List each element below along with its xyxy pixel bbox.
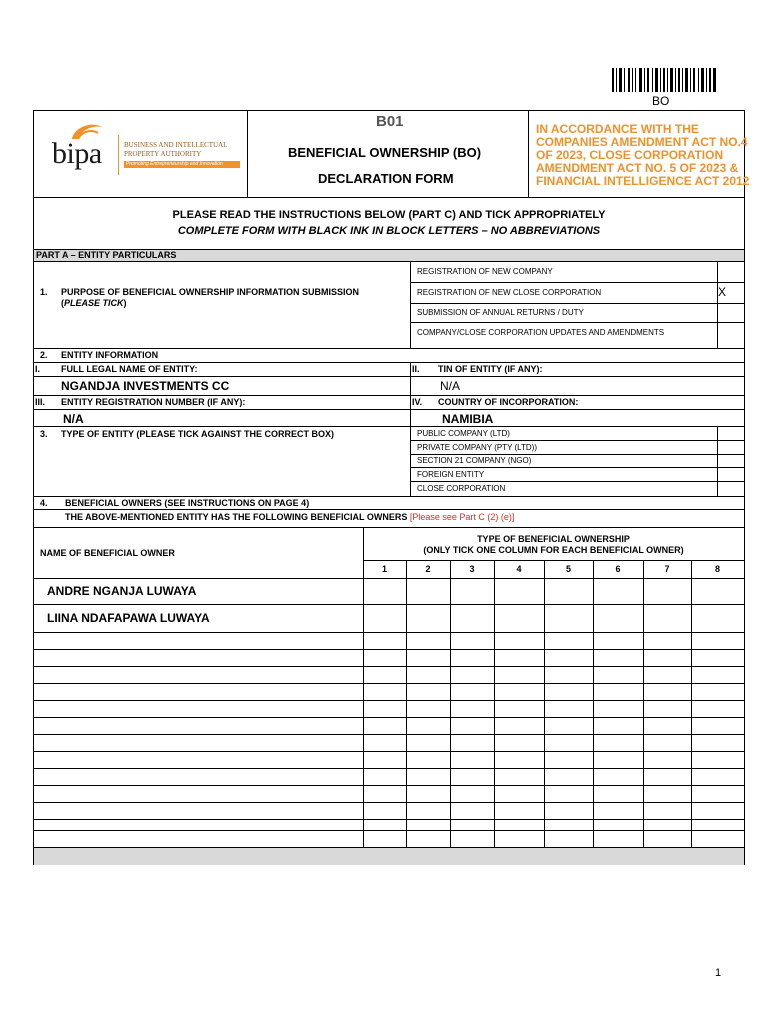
ownership-tick-cell[interactable] <box>692 650 744 666</box>
ownership-tick-cell[interactable] <box>495 633 544 649</box>
purpose-sublabel <box>61 298 127 308</box>
ownership-tick-cell[interactable] <box>594 820 643 830</box>
ownership-tick-cell[interactable] <box>407 752 450 768</box>
purpose-option-1: REGISTRATION OF NEW COMPANY <box>417 267 553 276</box>
ownership-tick-cell[interactable] <box>451 786 494 802</box>
purpose-option-2: REGISTRATION OF NEW CLOSE CORPORATION <box>417 288 602 297</box>
ownership-column-6: 6 <box>615 564 621 574</box>
ownership-tick-cell[interactable] <box>644 735 691 751</box>
ownership-tick-cell[interactable] <box>407 735 450 751</box>
purpose-tick-box-4[interactable] <box>718 323 744 348</box>
ownership-tick-cell[interactable] <box>545 667 593 683</box>
part-a-heading: PART A – ENTITY PARTICULARS <box>36 250 177 260</box>
ownership-tick-cell[interactable] <box>692 718 744 734</box>
ownership-tick-cell[interactable] <box>644 786 691 802</box>
ownership-tick-cell[interactable] <box>495 803 544 819</box>
ownership-tick-cell[interactable] <box>407 605 450 632</box>
form-body <box>33 197 745 865</box>
purpose-number: 1. <box>40 287 48 297</box>
ownership-tick-cell[interactable] <box>407 831 450 847</box>
entity-tin-field[interactable]: N/A <box>440 379 461 393</box>
ownership-tick-cell[interactable] <box>407 803 450 819</box>
ownership-tick-cell[interactable] <box>364 769 406 785</box>
entity-i-label: FULL LEGAL NAME OF ENTITY: <box>61 364 198 374</box>
ownership-tick-cell[interactable] <box>495 718 544 734</box>
legal-line-1: IN ACCORDANCE WITH THE <box>536 122 699 136</box>
ownership-tick-cell[interactable] <box>364 605 406 632</box>
ownership-tick-cell[interactable] <box>407 820 450 830</box>
ownership-tick-cell[interactable] <box>594 605 643 632</box>
ownership-tick-cell[interactable] <box>545 718 593 734</box>
entity-type-option-2: PRIVATE COMPANY (PTY (LTD)) <box>417 443 538 452</box>
ownership-tick-cell[interactable] <box>692 803 744 819</box>
ownership-tick-cell[interactable] <box>364 752 406 768</box>
ownership-tick-cell[interactable] <box>407 786 450 802</box>
ownership-tick-cell[interactable] <box>451 718 494 734</box>
ownership-tick-cell[interactable] <box>644 667 691 683</box>
ownership-tick-cell[interactable] <box>692 701 744 717</box>
ownership-tick-cell[interactable] <box>451 633 494 649</box>
purpose-option-4: COMPANY/CLOSE CORPORATION UPDATES AND AMENDMENTS <box>417 328 665 337</box>
purpose-label: PURPOSE OF BENEFICIAL OWNERSHIP INFORMATION SUBMISSION <box>61 287 360 297</box>
ownership-tick-cell[interactable] <box>495 579 544 604</box>
ownership-column-2: 2 <box>425 564 431 574</box>
entity-type-number: 3. <box>40 429 48 439</box>
logo-line-1: BUSINESS AND INTELLECTUAL <box>124 141 228 149</box>
logo-line-2: PROPERTY AUTHORITY <box>124 150 202 158</box>
ownership-tick-cell[interactable] <box>594 803 643 819</box>
ownership-tick-cell[interactable] <box>364 735 406 751</box>
ownership-tick-cell[interactable] <box>644 831 691 847</box>
ownership-tick-cell[interactable] <box>545 803 593 819</box>
entity-type-tick-2[interactable] <box>718 441 744 454</box>
ownership-column-8: 8 <box>714 564 720 574</box>
ownership-tick-cell[interactable] <box>364 701 406 717</box>
entity-info-label: ENTITY INFORMATION <box>61 350 159 360</box>
ownership-tick-cell[interactable] <box>692 752 744 768</box>
ownership-tick-cell[interactable] <box>451 701 494 717</box>
entity-type-option-1: PUBLIC COMPANY (LTD) <box>417 429 510 438</box>
ownership-tick-cell[interactable] <box>692 667 744 683</box>
ownership-tick-cell[interactable] <box>594 667 643 683</box>
ownership-column-3: 3 <box>469 564 475 574</box>
ownership-tick-cell[interactable] <box>364 786 406 802</box>
ownership-column-1: 1 <box>381 564 387 574</box>
ownership-tick-cell[interactable] <box>644 752 691 768</box>
entity-country-field[interactable]: NAMIBIA <box>442 412 494 426</box>
ownership-tick-cell[interactable] <box>692 769 744 785</box>
purpose-tick-box-1[interactable] <box>718 262 744 282</box>
ownership-tick-cell[interactable] <box>495 831 544 847</box>
ownership-column-4: 4 <box>516 564 522 574</box>
instructions-line-1: PLEASE READ THE INSTRUCTIONS BELOW (PART C) AND TICK APPROPRIATELY <box>172 209 606 221</box>
ownership-tick-cell[interactable] <box>364 820 406 830</box>
entity-type-option-5: CLOSE CORPORATION <box>417 484 506 493</box>
ownership-tick-cell[interactable] <box>407 667 450 683</box>
ownership-type-header-1: TYPE OF BENEFICIAL OWNERSHIP <box>477 534 630 544</box>
ownership-tick-cell[interactable] <box>495 650 544 666</box>
ownership-tick-cell[interactable] <box>594 786 643 802</box>
ownership-tick-cell[interactable] <box>545 605 593 632</box>
ownership-tick-cell[interactable] <box>644 718 691 734</box>
owner-name-field[interactable]: ANDRE NGANJA LUWAYA <box>47 584 197 598</box>
ownership-tick-cell[interactable] <box>495 684 544 700</box>
ownership-tick-cell[interactable] <box>545 752 593 768</box>
ownership-tick-cell[interactable] <box>594 718 643 734</box>
ownership-tick-cell[interactable] <box>545 735 593 751</box>
ownership-tick-cell[interactable] <box>594 650 643 666</box>
ownership-tick-cell[interactable] <box>364 718 406 734</box>
page-number: 1 <box>715 967 722 979</box>
entity-iv-label: COUNTRY OF INCORPORATION: <box>438 397 579 407</box>
ownership-tick-cell[interactable] <box>451 769 494 785</box>
barcode-text: BO <box>652 94 670 108</box>
ownership-tick-cell[interactable] <box>407 633 450 649</box>
ownership-tick-cell[interactable] <box>692 831 744 847</box>
ownership-tick-cell[interactable] <box>451 831 494 847</box>
ownership-tick-cell[interactable] <box>644 701 691 717</box>
ownership-tick-cell[interactable] <box>364 650 406 666</box>
ownership-tick-cell[interactable] <box>594 579 643 604</box>
ownership-tick-cell[interactable] <box>594 831 643 847</box>
legal-line-2: COMPANIES AMENDMENT ACT NO.4 <box>536 135 748 149</box>
ownership-tick-cell[interactable] <box>545 831 593 847</box>
ownership-tick-cell[interactable] <box>644 803 691 819</box>
entity-ii-label: TIN OF ENTITY (IF ANY): <box>438 364 543 374</box>
ownership-tick-cell[interactable] <box>451 650 494 666</box>
ownership-tick-cell[interactable] <box>451 605 494 632</box>
ownership-tick-cell[interactable] <box>495 667 544 683</box>
instructions-line-2: COMPLETE FORM WITH BLACK INK IN BLOCK LETTERS – NO ABBREVIATIONS <box>177 225 601 237</box>
ownership-tick-cell[interactable] <box>407 769 450 785</box>
ownership-tick-cell[interactable] <box>364 579 406 604</box>
ownership-tick-cell[interactable] <box>594 752 643 768</box>
entity-type-tick-4[interactable] <box>718 468 744 481</box>
owner-name-header: NAME OF BENEFICIAL OWNER <box>40 548 175 558</box>
purpose-sublabel-open: ( <box>61 298 64 308</box>
ownership-tick-cell[interactable] <box>594 769 643 785</box>
ownership-tick-cell[interactable] <box>407 718 450 734</box>
legal-line-3: OF 2023, CLOSE CORPORATION <box>536 148 724 162</box>
ownership-tick-cell[interactable] <box>692 786 744 802</box>
bipa-logo <box>48 121 244 187</box>
ownership-tick-cell[interactable] <box>594 684 643 700</box>
purpose-sublabel-close: ) <box>123 298 127 308</box>
ownership-tick-cell[interactable] <box>545 820 593 830</box>
entity-type-tick-5[interactable] <box>718 482 744 496</box>
ownership-tick-cell[interactable] <box>451 579 494 604</box>
ownership-tick-cell[interactable] <box>407 579 450 604</box>
entity-info-number: 2. <box>40 350 48 360</box>
entity-ii-number: II. <box>412 364 420 374</box>
entity-iii-number: III. <box>35 397 46 407</box>
ownership-tick-cell[interactable] <box>495 701 544 717</box>
legal-line-5: FINANCIAL INTELLIGENCE ACT 2012 <box>536 174 750 188</box>
ownership-tick-cell[interactable] <box>451 667 494 683</box>
ownership-tick-cell[interactable] <box>451 803 494 819</box>
ownership-tick-cell[interactable] <box>495 769 544 785</box>
ownership-tick-cell[interactable] <box>407 650 450 666</box>
ownership-tick-cell[interactable] <box>495 820 544 830</box>
owners-footer-band <box>34 847 744 865</box>
ownership-tick-cell[interactable] <box>545 684 593 700</box>
owners-number: 4. <box>40 498 48 508</box>
ownership-tick-cell[interactable] <box>545 769 593 785</box>
ownership-tick-cell[interactable] <box>545 633 593 649</box>
entity-registration-field[interactable]: N/A <box>63 412 84 426</box>
entity-i-number: I. <box>35 364 41 374</box>
ownership-tick-cell[interactable] <box>692 735 744 751</box>
form-code: B01 <box>376 113 404 130</box>
ownership-tick-cell[interactable] <box>692 579 744 604</box>
ownership-tick-cell[interactable] <box>495 752 544 768</box>
owners-subline-text: THE ABOVE-MENTIONED ENTITY HAS THE FOLLOWING BENEFICIAL OWNERS <box>65 512 410 522</box>
ownership-tick-cell[interactable] <box>407 684 450 700</box>
ownership-tick-cell[interactable] <box>692 820 744 830</box>
owners-label: BENEFICIAL OWNERS (SEE INSTRUCTIONS ON PAGE 4) <box>65 498 310 508</box>
purpose-tick-box-3[interactable] <box>718 304 744 322</box>
form-title-line-1: BENEFICIAL OWNERSHIP (BO) <box>288 145 482 160</box>
ownership-tick-cell[interactable] <box>644 633 691 649</box>
ownership-tick-cell[interactable] <box>451 684 494 700</box>
ownership-tick-cell[interactable] <box>364 684 406 700</box>
purpose-tick-mark-2: X <box>718 285 727 299</box>
owners-subline <box>65 512 514 522</box>
logo-word: bipa <box>52 137 102 170</box>
purpose-sublabel-italic: PLEASE TICK <box>64 298 124 308</box>
ownership-tick-cell[interactable] <box>495 735 544 751</box>
purpose-option-3: SUBMISSION OF ANNUAL RETURNS / DUTY <box>417 308 584 317</box>
ownership-tick-cell[interactable] <box>644 605 691 632</box>
ownership-tick-cell[interactable] <box>545 786 593 802</box>
entity-name-field[interactable]: NGANDJA INVESTMENTS CC <box>61 379 230 393</box>
ownership-tick-cell[interactable] <box>644 769 691 785</box>
ownership-tick-cell[interactable] <box>364 831 406 847</box>
ownership-tick-cell[interactable] <box>364 803 406 819</box>
ownership-tick-cell[interactable] <box>692 605 744 632</box>
owners-subline-reference: [Please see Part C (2) (e)] <box>409 512 515 522</box>
ownership-column-7: 7 <box>664 564 670 574</box>
ownership-tick-cell[interactable] <box>644 684 691 700</box>
entity-type-tick-3[interactable] <box>718 455 744 467</box>
ownership-tick-cell[interactable] <box>545 650 593 666</box>
barcode <box>612 68 716 92</box>
ownership-tick-cell[interactable] <box>644 820 691 830</box>
ownership-tick-cell[interactable] <box>545 579 593 604</box>
ownership-tick-cell[interactable] <box>451 735 494 751</box>
ownership-tick-cell[interactable] <box>451 820 494 830</box>
ownership-tick-cell[interactable] <box>451 752 494 768</box>
entity-type-tick-1[interactable] <box>718 427 744 440</box>
purpose-tick-box-2[interactable] <box>718 283 744 303</box>
ownership-type-header-2: (ONLY TICK ONE COLUMN FOR EACH BENEFICIAL OWNER) <box>423 545 684 555</box>
ownership-column-5: 5 <box>565 564 571 574</box>
entity-type-option-3: SECTION 21 COMPANY (NGO) <box>417 456 532 465</box>
ownership-tick-cell[interactable] <box>364 667 406 683</box>
ownership-tick-cell[interactable] <box>407 701 450 717</box>
ownership-tick-cell[interactable] <box>364 633 406 649</box>
ownership-tick-cell[interactable] <box>545 701 593 717</box>
ownership-tick-cell[interactable] <box>594 701 643 717</box>
legal-line-4: AMENDMENT ACT NO. 5 OF 2023 & <box>536 161 739 175</box>
ownership-tick-cell[interactable] <box>495 605 544 632</box>
form-header <box>33 110 750 198</box>
logo-tagline: Promoting Entrepreneurship and Innovation <box>126 161 223 167</box>
ownership-tick-cell[interactable] <box>594 633 643 649</box>
ownership-tick-cell[interactable] <box>594 735 643 751</box>
ownership-tick-cell[interactable] <box>692 684 744 700</box>
owner-name-field[interactable]: LIINA NDAFAPAWA LUWAYA <box>47 611 210 625</box>
ownership-tick-cell[interactable] <box>644 650 691 666</box>
ownership-tick-cell[interactable] <box>495 786 544 802</box>
ownership-tick-cell[interactable] <box>692 633 744 649</box>
entity-iv-number: IV. <box>412 397 423 407</box>
entity-type-option-4: FOREIGN ENTITY <box>417 470 485 479</box>
entity-type-label: TYPE OF ENTITY (PLEASE TICK AGAINST THE CORRECT BOX) <box>61 429 335 439</box>
form-title-line-2: DECLARATION FORM <box>318 171 454 186</box>
entity-iii-label: ENTITY REGISTRATION NUMBER (IF ANY): <box>61 397 246 407</box>
ownership-tick-cell[interactable] <box>644 579 691 604</box>
